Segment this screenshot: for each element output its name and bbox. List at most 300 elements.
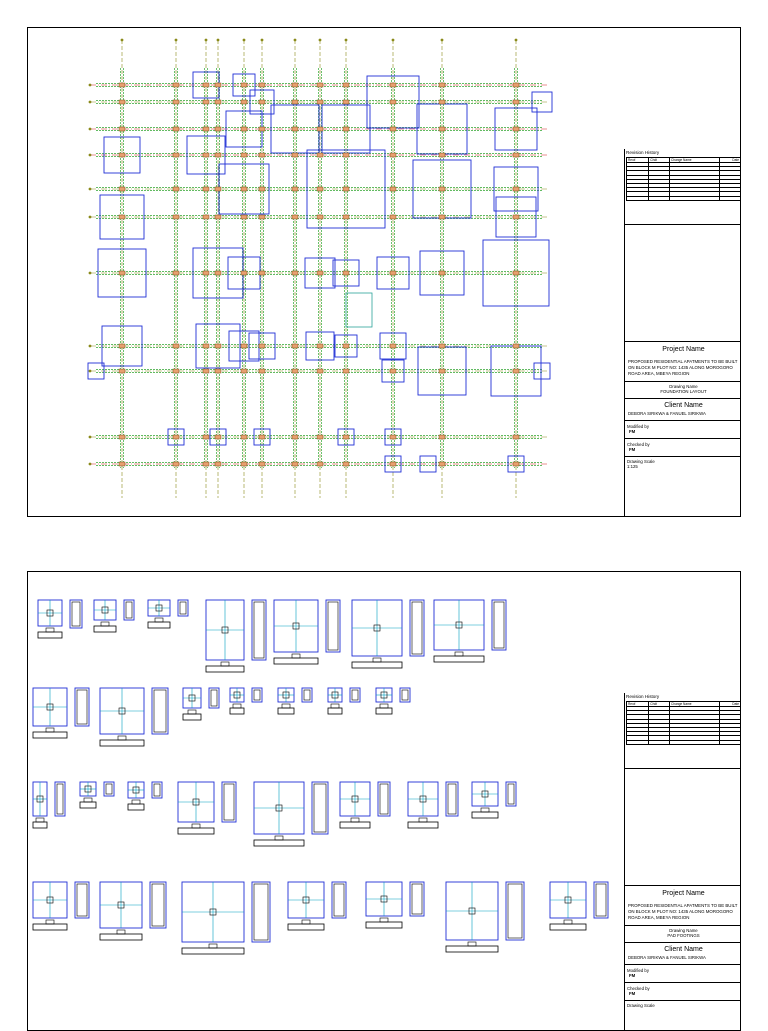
section-reinforcement: [224, 784, 234, 820]
column: [513, 187, 519, 191]
modified-by-value: FM: [629, 428, 636, 434]
stair-outline: [346, 293, 372, 327]
column: [173, 100, 179, 104]
project-description: PROPOSED RESIDENTIAL APATMENTS TO BE BUILT ON BLOCK M PLOT NO: 1435 ALONG MOROGORO ROAD AREA, MBEYA REGION: [628, 359, 738, 376]
column: [173, 462, 179, 466]
grid-bubble: [345, 39, 348, 42]
pad-footing-detail: [148, 600, 188, 628]
modified-by-value: FM: [629, 972, 636, 978]
grid-bubble: [205, 39, 208, 42]
column: [215, 83, 221, 87]
column-elevation: [46, 728, 54, 732]
notes-area: [625, 225, 741, 342]
column: [390, 187, 396, 191]
column: [343, 271, 349, 275]
column: [119, 344, 125, 348]
section-reinforcement: [596, 884, 606, 916]
column: [317, 215, 323, 219]
footing-elevation: [352, 662, 402, 668]
column: [439, 271, 445, 275]
column-elevation: [46, 920, 54, 924]
column: [173, 153, 179, 157]
column: [259, 83, 265, 87]
grid-bubble: [89, 463, 92, 466]
column: [317, 369, 323, 373]
rev-col-date: Date: [720, 158, 741, 163]
column-elevation: [331, 704, 339, 708]
column: [119, 153, 125, 157]
pad-footing-detail: [446, 882, 524, 952]
column: [203, 83, 209, 87]
footing-side-section: [506, 782, 516, 806]
column: [513, 435, 519, 439]
section-reinforcement: [154, 690, 166, 732]
pad-footing-detail: [178, 782, 236, 834]
column-elevation: [468, 942, 476, 946]
pad-footing-detail: [94, 600, 134, 632]
column: [241, 271, 247, 275]
pad-footing-detail: [38, 600, 82, 638]
footing-elevation: [230, 708, 244, 714]
footing-elevation: [182, 948, 244, 954]
grid-bubble: [261, 39, 264, 42]
column: [119, 127, 125, 131]
column: [203, 271, 209, 275]
footing-elevation: [100, 934, 142, 940]
title-block: [624, 149, 741, 516]
section-reinforcement: [254, 690, 260, 700]
grid-bubble: [243, 39, 246, 42]
project-block: [625, 342, 741, 382]
column-elevation: [209, 944, 217, 948]
drawing-scale-value: 1:125: [627, 463, 638, 469]
column: [317, 435, 323, 439]
checked-by-block: [625, 983, 741, 1001]
column: [241, 127, 247, 131]
grid-bubble: [175, 39, 178, 42]
column-elevation: [351, 818, 359, 822]
pad-footing-detail: [352, 600, 424, 668]
column: [343, 215, 349, 219]
column: [203, 127, 209, 131]
column-elevation: [302, 920, 310, 924]
pad-footing-detail: [254, 782, 328, 846]
column-elevation: [564, 920, 572, 924]
column: [119, 83, 125, 87]
column: [343, 344, 349, 348]
pad-footings-drawing: [28, 572, 624, 1031]
column: [173, 369, 179, 373]
project-description: PROPOSED RESIDENTIAL APATMENTS TO BE BUILT ON BLOCK M PLOT NO: 1435 ALONG MOROGORO ROAD AREA, MBEYA REGION: [628, 903, 738, 920]
pad-footing-detail: [33, 782, 65, 828]
column: [215, 435, 221, 439]
column: [343, 435, 349, 439]
grid-bubble: [89, 345, 92, 348]
column-elevation: [84, 798, 92, 802]
column: [317, 462, 323, 466]
drawing-name-block: [625, 382, 741, 399]
pad-footing-detail: [288, 882, 346, 930]
grid-bubble: [89, 101, 92, 104]
column: [513, 100, 519, 104]
footing-elevation: [33, 924, 67, 930]
column: [439, 100, 445, 104]
column: [119, 215, 125, 219]
column: [203, 187, 209, 191]
pad-footing-detail: [206, 600, 266, 672]
column: [390, 215, 396, 219]
footing-side-section: [209, 688, 219, 708]
revision-row: [627, 740, 741, 744]
column-elevation: [192, 824, 200, 828]
section-reinforcement: [328, 602, 338, 650]
column: [390, 153, 396, 157]
section-reinforcement: [494, 602, 504, 648]
footing-elevation: [100, 740, 144, 746]
column: [259, 271, 265, 275]
pad-footing-detail: [408, 782, 458, 828]
grid-bubble: [441, 39, 444, 42]
section-reinforcement: [508, 784, 514, 804]
column-elevation: [46, 628, 54, 632]
column-elevation: [36, 818, 44, 822]
footing-elevation: [183, 714, 201, 720]
footing-elevation: [376, 708, 392, 714]
column: [439, 153, 445, 157]
footing-elevation: [274, 658, 318, 664]
column: [317, 127, 323, 131]
column: [439, 369, 445, 373]
pad-footing-detail: [230, 688, 262, 714]
footing-elevation: [94, 626, 116, 632]
column: [317, 187, 323, 191]
column: [215, 127, 221, 131]
column: [292, 100, 298, 104]
column: [439, 215, 445, 219]
project-name-label: Project Name: [662, 346, 705, 353]
column: [173, 215, 179, 219]
column: [317, 344, 323, 348]
checked-by-block: [625, 439, 741, 457]
column: [439, 435, 445, 439]
footing-side-section: [55, 782, 65, 816]
column: [119, 100, 125, 104]
column-elevation: [221, 662, 229, 666]
column: [439, 127, 445, 131]
drawing-name-label: Drawing Name: [669, 384, 698, 389]
grid-bubble: [217, 39, 220, 42]
column-elevation: [188, 710, 196, 714]
client-name: DEBORA SIRIKWA & FANUEL SIRIKWA: [628, 410, 706, 416]
section-reinforcement: [412, 884, 422, 914]
column: [203, 435, 209, 439]
column: [119, 435, 125, 439]
pad-footing-detail: [182, 882, 270, 954]
checked-by-label: Checked by: [627, 441, 650, 447]
grid-bubble: [89, 128, 92, 131]
rev-col-change: Change Name: [670, 702, 720, 707]
column: [513, 127, 519, 131]
footing-elevation: [340, 822, 370, 828]
column: [241, 100, 247, 104]
rev-col-rev: Rev#: [627, 158, 649, 163]
footing-side-section: [252, 882, 270, 942]
pad-footing-detail: [183, 688, 219, 720]
pad-footing-detail: [33, 688, 89, 738]
column: [317, 153, 323, 157]
grid-bubble: [89, 436, 92, 439]
column: [390, 435, 396, 439]
column: [292, 462, 298, 466]
column: [259, 435, 265, 439]
column-elevation: [455, 652, 463, 656]
section-reinforcement: [380, 784, 388, 814]
column: [292, 187, 298, 191]
column: [292, 215, 298, 219]
section-reinforcement: [152, 884, 164, 926]
column: [259, 187, 265, 191]
footing-elevation: [128, 804, 144, 810]
column: [203, 462, 209, 466]
column: [513, 271, 519, 275]
column: [119, 369, 125, 373]
modified-by-label: Modified by: [627, 423, 649, 429]
drawing-scale-label: Drawing Scale: [627, 458, 655, 464]
column-elevation: [132, 800, 140, 804]
column: [259, 127, 265, 131]
column: [390, 100, 396, 104]
column-elevation: [292, 654, 300, 658]
section-reinforcement: [254, 602, 264, 658]
column: [317, 271, 323, 275]
column: [317, 100, 323, 104]
pad-footing-detail: [278, 688, 312, 714]
pad-footing-detail: [100, 882, 166, 940]
grid-bubble: [121, 39, 124, 42]
section-reinforcement: [77, 884, 87, 916]
title-block: [624, 693, 741, 1030]
footing-elevation: [38, 632, 62, 638]
footing-side-section: [152, 688, 168, 734]
column: [241, 435, 247, 439]
grid-bubble: [89, 370, 92, 373]
section-reinforcement: [314, 784, 326, 832]
rev-col-change: Change Name: [670, 158, 720, 163]
footing-elevation: [33, 822, 47, 828]
modified-by-label: Modified by: [627, 967, 649, 973]
footing-elevation: [288, 924, 324, 930]
footing-side-section: [178, 600, 188, 616]
notes-area: [625, 769, 741, 886]
pad-footing-detail: [328, 688, 360, 714]
pad-footing-detail: [366, 882, 424, 928]
column: [241, 462, 247, 466]
column: [513, 83, 519, 87]
column: [390, 369, 396, 373]
column: [259, 100, 265, 104]
checked-by-value: FM: [629, 990, 636, 996]
column: [215, 153, 221, 157]
column: [173, 435, 179, 439]
column: [259, 153, 265, 157]
revision-history: [625, 149, 741, 225]
section-reinforcement: [352, 690, 358, 700]
column: [203, 369, 209, 373]
section-reinforcement: [508, 884, 522, 938]
revision-history-title: Revision History: [626, 150, 660, 155]
column: [292, 83, 298, 87]
grid-bubble: [89, 188, 92, 191]
column: [173, 344, 179, 348]
column: [390, 83, 396, 87]
footing-elevation: [254, 840, 304, 846]
pad-footing-detail: [550, 882, 608, 930]
column-elevation: [481, 808, 489, 812]
column: [241, 153, 247, 157]
pad-footing-detail: [274, 600, 340, 664]
checked-by-value: FM: [629, 446, 636, 452]
client-name-label: Client Name: [664, 945, 703, 953]
column-elevation: [380, 918, 388, 922]
footing-side-section: [506, 882, 524, 940]
column-elevation: [275, 836, 283, 840]
pad-footing-detail: [80, 782, 114, 808]
column-elevation: [155, 618, 163, 622]
pad-footing-detail: [434, 600, 506, 662]
drawing-scale-block: [625, 1001, 741, 1018]
column: [203, 100, 209, 104]
column: [215, 369, 221, 373]
grid-bubble: [89, 154, 92, 157]
footing-side-section: [152, 782, 162, 798]
column: [292, 271, 298, 275]
column: [513, 462, 519, 466]
column-elevation: [282, 704, 290, 708]
column: [390, 271, 396, 275]
footing-elevation: [148, 622, 170, 628]
column: [343, 462, 349, 466]
footing-elevation: [328, 708, 342, 714]
footing-elevation: [178, 828, 214, 834]
column-elevation: [373, 658, 381, 662]
drawing-name: PAD FOOTINGS: [667, 933, 700, 939]
column: [390, 127, 396, 131]
column: [259, 215, 265, 219]
section-reinforcement: [448, 784, 456, 814]
footing-elevation: [206, 666, 244, 672]
column: [292, 153, 298, 157]
modified-by-block: [625, 421, 741, 439]
footing-elevation: [550, 924, 586, 930]
footing-elevation: [80, 802, 96, 808]
column: [215, 100, 221, 104]
section-reinforcement: [72, 602, 80, 626]
column: [343, 127, 349, 131]
revision-history-title: Revision History: [626, 694, 660, 699]
column: [343, 153, 349, 157]
rev-col-chdt: Chdt: [649, 702, 670, 707]
section-reinforcement: [126, 602, 132, 618]
column: [241, 187, 247, 191]
column-elevation: [233, 704, 241, 708]
footing-elevation: [472, 812, 498, 818]
grid-bubble: [319, 39, 322, 42]
column: [173, 187, 179, 191]
column: [439, 344, 445, 348]
pad-footing-detail: [33, 882, 89, 930]
pad-footing-detail: [472, 782, 516, 818]
column: [215, 215, 221, 219]
drawing-name-block: [625, 926, 741, 943]
footing-side-section: [150, 882, 166, 928]
footing-elevation: [446, 946, 498, 952]
footing-elevation: [33, 732, 67, 738]
section-reinforcement: [106, 784, 112, 794]
column: [343, 100, 349, 104]
column-elevation: [117, 930, 125, 934]
grid-bubble: [89, 272, 92, 275]
column: [292, 369, 298, 373]
column: [513, 344, 519, 348]
section-reinforcement: [77, 690, 87, 724]
column-elevation: [419, 818, 427, 822]
column: [259, 344, 265, 348]
project-block: [625, 886, 741, 926]
revision-row: [627, 196, 741, 200]
footing-elevation: [366, 922, 402, 928]
footing-elevation: [278, 708, 294, 714]
column-elevation: [101, 622, 109, 626]
column: [513, 153, 519, 157]
grid-bubble: [515, 39, 518, 42]
column: [513, 369, 519, 373]
section-reinforcement: [180, 602, 186, 614]
column: [215, 271, 221, 275]
drawing-scale-block: [625, 457, 741, 479]
column: [241, 215, 247, 219]
column: [173, 127, 179, 131]
modified-by-block: [625, 965, 741, 983]
client-block: [625, 399, 741, 421]
section-reinforcement: [304, 690, 310, 700]
column: [439, 187, 445, 191]
column: [259, 462, 265, 466]
column: [119, 271, 125, 275]
grid-bubble: [294, 39, 297, 42]
revision-table: [626, 157, 741, 201]
pad-footing-detail: [100, 688, 168, 746]
revision-history: [625, 693, 741, 769]
drawing-scale-label: Drawing Scale: [627, 1002, 655, 1008]
footing-side-section: [312, 782, 328, 834]
footing-elevation: [434, 656, 484, 662]
column: [215, 462, 221, 466]
grid-bubble: [89, 216, 92, 219]
rev-col-date: Date: [720, 702, 741, 707]
column: [292, 127, 298, 131]
pad-footing-detail: [340, 782, 390, 828]
column: [439, 83, 445, 87]
section-reinforcement: [334, 884, 344, 916]
column-elevation: [118, 736, 126, 740]
column: [119, 462, 125, 466]
section-reinforcement: [402, 690, 408, 700]
column: [292, 344, 298, 348]
column: [292, 435, 298, 439]
drawing-name: FOUNDATION LAYOUT: [660, 389, 707, 395]
column: [203, 215, 209, 219]
column: [259, 369, 265, 373]
